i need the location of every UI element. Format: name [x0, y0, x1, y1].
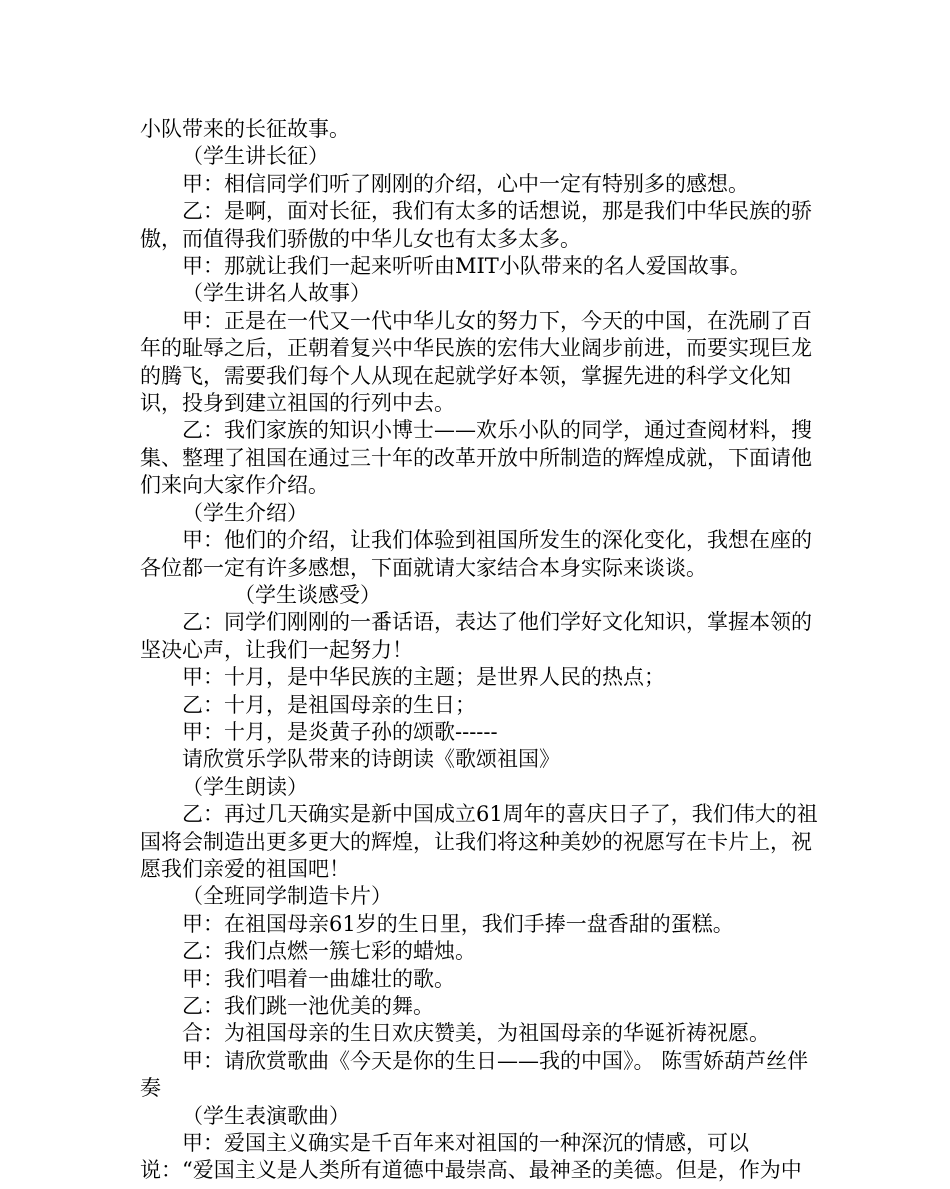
dialogue-line: 合：为祖国母亲的生日欢庆赞美，为祖国母亲的华诞祈祷祝愿。: [182, 1021, 770, 1046]
stage-direction: （学生讲长征）: [182, 144, 329, 169]
dialogue-line: 甲：十月，是中华民族的主题；是世界人民的热点；: [182, 665, 665, 690]
dialogue-line: 甲：我们唱着一曲雄壮的歌。: [182, 966, 455, 991]
dialogue-line: 乙：我们跳一池优美的舞。: [182, 994, 434, 1018]
program-intro: 请欣赏乐学队带来的诗朗读《歌颂祖国》: [182, 747, 560, 772]
dialogue-line: 甲：十月，是炎黄子孙的颂歌------: [182, 719, 498, 744]
dialogue-line: 甲：爱国主义确实是千百年来对祖国的一种深沉的情感，可以说：“爱国主义是人类所有道德中最崇高、最神圣的美德。但是，作为中: [140, 1131, 802, 1183]
stage-direction: （学生谈感受）: [234, 582, 381, 607]
dialogue-line: 甲：请欣赏歌曲《今天是你的生日——我的中国》。 陈雪娇葫芦丝伴奏: [140, 1048, 809, 1101]
stage-direction: （学生讲名人故事）: [182, 281, 371, 306]
dialogue-line: 乙：再过几天确实是新中国成立61周年的喜庆日子了，我们伟大的祖国将会制造出更多更大的辉煌，让我们将这种美妙的祝愿写在卡片上，祝愿我们亲爱的祖国吧！: [140, 802, 818, 881]
dialogue-line: 甲：他们的介绍，让我们体验到祖国所发生的深化变化，我想在座的各位都一定有许多感想，下面就请大家结合本身实际来谈谈。: [140, 528, 812, 580]
stage-direction: （学生介绍）: [182, 500, 308, 525]
dialogue-line: 甲：相信同学们听了刚刚的介绍，心中一定有特别多的感想。: [182, 171, 749, 196]
paragraph-continuation: 小队带来的长征故事。: [140, 117, 350, 141]
dialogue-line: 乙：我们家族的知识小博士——欢乐小队的同学，通过查阅材料，搜集、整理了祖国在通过三十年的改革开放中所制造的辉煌成就，下面请他们来向大家作介绍。: [140, 418, 812, 498]
dialogue-line: 甲：在祖国母亲61岁的生日里，我们手捧一盘香甜的蛋糕。: [182, 911, 734, 936]
dialogue-line: 乙：十月，是祖国母亲的生日；: [182, 692, 476, 717]
document-body: [140, 116, 820, 1185]
dialogue-line: 乙：我们点燃一簇七彩的蜡烛。: [182, 939, 476, 964]
dialogue-line: 甲：那就让我们一起来听听由MIT小队带来的名人爱国故事。: [182, 254, 751, 279]
dialogue-line: 乙：是啊，面对长征，我们有太多的话想说，那是我们中华民族的骄傲，而值得我们骄傲的中华儿女也有太多太多。: [140, 199, 812, 251]
stage-direction: （全班同学制造卡片）: [182, 884, 392, 909]
stage-direction: （学生表演歌曲）: [182, 1103, 350, 1128]
dialogue-line: 乙：同学们刚刚的一番话语，表达了他们学好文化知识，掌握本领的坚决心声，让我们一起努力！: [140, 610, 812, 662]
stage-direction: （学生朗读）: [182, 774, 308, 799]
dialogue-line: 甲：正是在一代又一代中华儿女的努力下，今天的中国，在洗刷了百年的耻辱之后，正朝着复兴中华民族的宏伟大业阔步前进，而要实现巨龙的腾飞，需要我们每个人从现在起就学好本领，掌握先进的科学文化知识，投身到建立祖国的行列中去。: [140, 308, 812, 416]
